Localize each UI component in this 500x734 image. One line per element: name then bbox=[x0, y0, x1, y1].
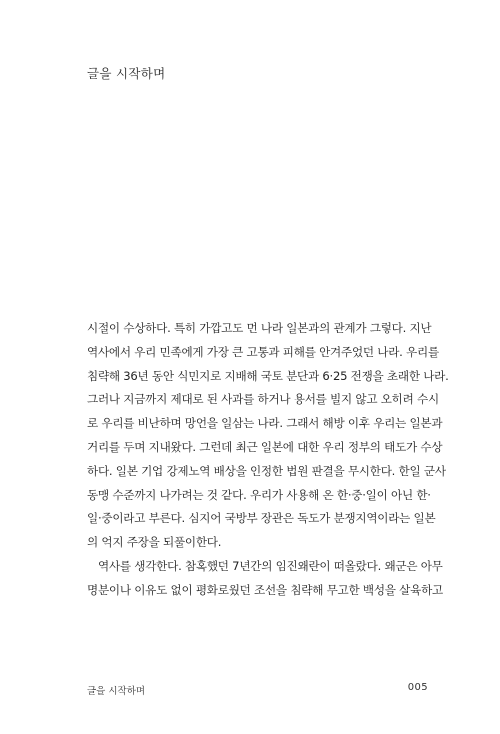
chapter-heading: 글을 시작하며 bbox=[87, 66, 166, 81]
text-line: 그러나 지금까지 제대로 된 사과를 하거나 용서를 빌지 않고 오히려 수시 bbox=[87, 392, 439, 407]
text-line: 명분이나 이유도 없이 평화로웠던 조선을 침략해 무고한 백성을 살육하고 bbox=[87, 582, 443, 597]
text-line: 침략해 36년 동안 식민지로 지배해 국토 분단과 6·25 전쟁을 초래한 나라. bbox=[87, 368, 449, 383]
text-line: 의 억지 주장을 되풀이한다. bbox=[87, 535, 222, 550]
text-line: 일·중이라고 부른다. 심지어 국방부 장관은 독도가 분쟁지역이라는 일본 bbox=[87, 511, 436, 526]
text-line: 역사에서 우리 민족에게 가장 큰 고통과 피해를 안겨주었던 나라. 우리를 bbox=[87, 344, 439, 359]
text-line: 거리를 두며 지내왔다. 그런데 최근 일본에 대한 우리 정부의 태도가 수상 bbox=[87, 439, 443, 454]
text-line: 로 우리를 비난하며 망언을 일삼는 나라. 그래서 해방 이후 우리는 일본과 bbox=[87, 416, 443, 431]
paragraph bbox=[87, 555, 443, 603]
text-line: 역사를 생각한다. 참혹했던 7년간의 임진왜란이 떠올랐다. 왜군은 아무 bbox=[98, 558, 443, 573]
running-footer-title: 글을 시작하며 bbox=[87, 686, 146, 697]
text-line: 동맹 수준까지 나가려는 것 같다. 우리가 사용해 온 한·중·일이 아닌 한· bbox=[87, 487, 431, 502]
text-line: 하다. 일본 기업 강제노역 배상을 인정한 법원 판결을 무시한다. 한일 군사 bbox=[87, 463, 446, 478]
page-number: 005 bbox=[407, 682, 428, 693]
text-line: 시절이 수상하다. 특히 가깝고도 먼 나라 일본과의 관계가 그렇다. 지난 bbox=[87, 321, 432, 335]
paragraph bbox=[87, 317, 449, 555]
body-text bbox=[87, 317, 449, 603]
